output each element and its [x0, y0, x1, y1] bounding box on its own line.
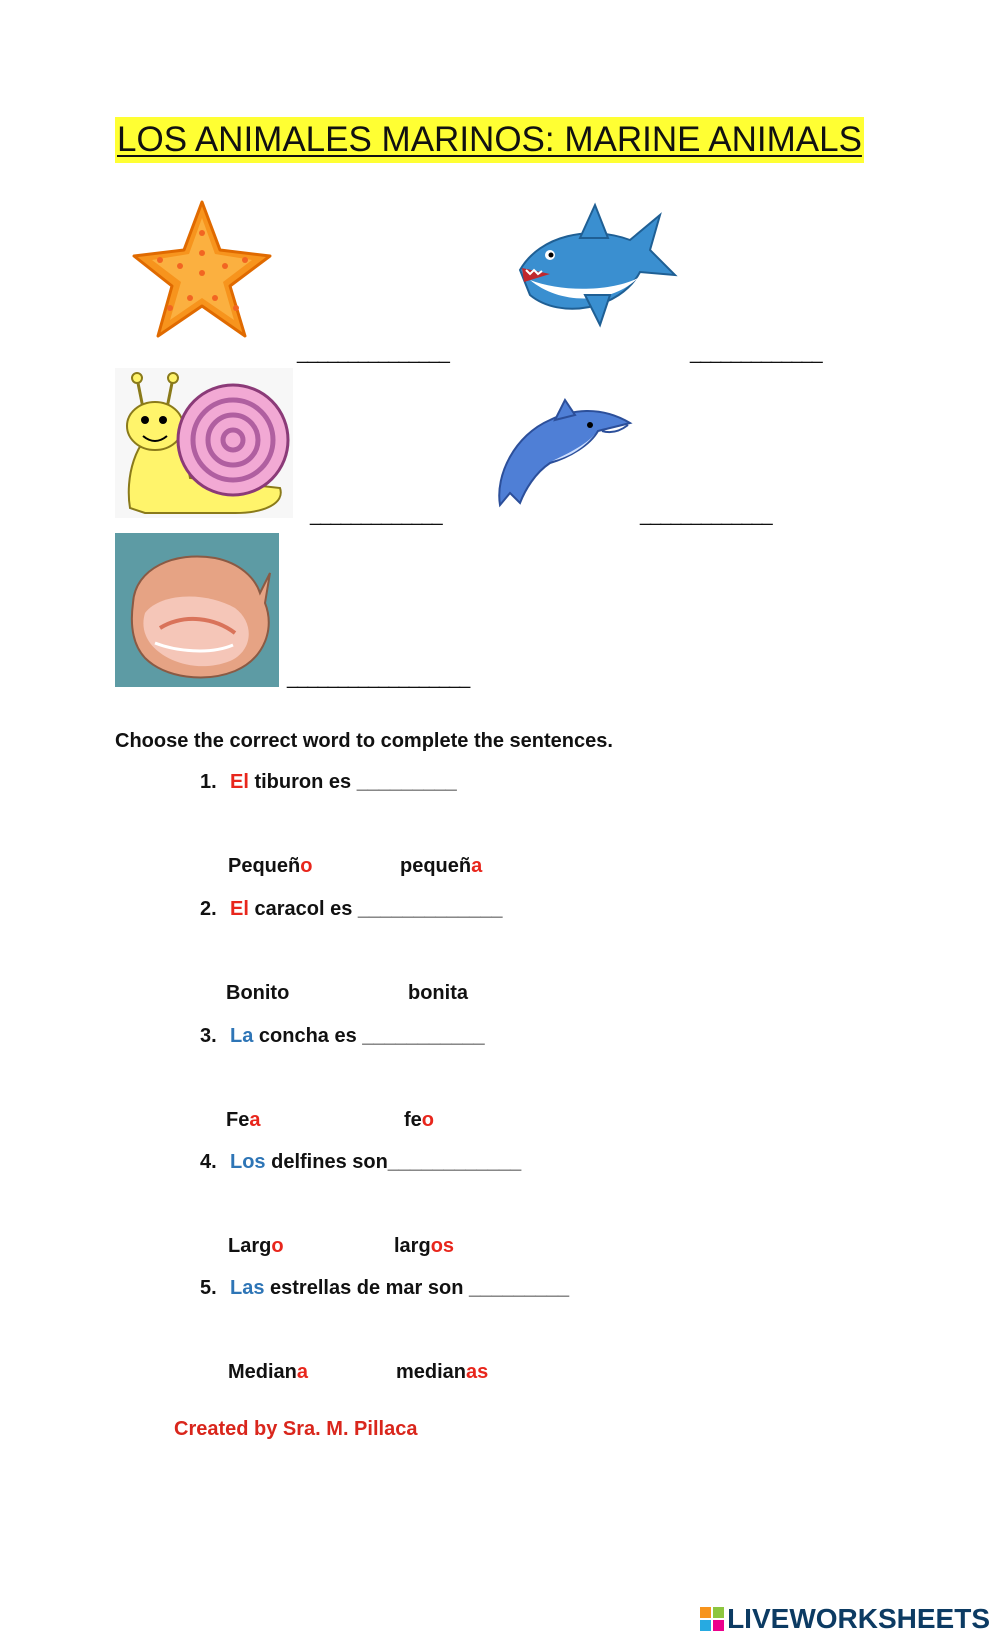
author-credit: Created by Sra. M. Pillaca: [174, 1418, 418, 1440]
article: La: [230, 1025, 254, 1047]
option-1b[interactable]: pequeña: [400, 855, 483, 877]
article: El: [230, 771, 249, 793]
conch-shell-icon: [115, 533, 279, 687]
question-3: [200, 1025, 485, 1048]
option-5a[interactable]: Mediana: [228, 1361, 309, 1383]
liveworksheets-logo-icon: [700, 1607, 724, 1631]
conch-answer-blank[interactable]: __________________: [287, 667, 470, 689]
question-number: 5.: [200, 1277, 217, 1299]
option-4b[interactable]: largos: [394, 1235, 455, 1257]
dolphin-answer-blank[interactable]: _____________: [640, 504, 772, 526]
article: Las: [230, 1277, 265, 1299]
question-text[interactable]: tiburon es _________: [248, 771, 457, 793]
question-5: [200, 1277, 569, 1300]
question-1: [200, 771, 457, 794]
shark-answer-blank[interactable]: _____________: [690, 342, 822, 364]
instructions: Choose the correct word to complete the sentences.: [115, 730, 613, 752]
question-number: 4.: [200, 1151, 217, 1173]
dolphin-icon: [490, 395, 635, 510]
worksheet-title: LOS ANIMALES MARINOS: MARINE ANIMALS: [115, 117, 864, 163]
option-3a[interactable]: Fea: [226, 1109, 261, 1131]
starfish-answer-blank[interactable]: _______________: [297, 342, 449, 364]
question-number: 2.: [200, 898, 217, 920]
question-number: 3.: [200, 1025, 217, 1047]
question-4: [200, 1151, 521, 1174]
question-number: 1.: [200, 771, 217, 793]
brand-text: LIVEWORKSHEETS: [727, 1603, 990, 1634]
question-text[interactable]: caracol es _____________: [248, 898, 503, 920]
article: Los: [230, 1151, 266, 1173]
option-2b[interactable]: bonita: [408, 982, 468, 1004]
option-1a[interactable]: Pequeño: [228, 855, 313, 877]
liveworksheets-brand[interactable]: [700, 1603, 990, 1635]
starfish-icon: [130, 198, 275, 343]
option-2a[interactable]: Bonito: [226, 982, 290, 1004]
question-text[interactable]: delfines son____________: [265, 1151, 522, 1173]
option-3b[interactable]: feo: [404, 1109, 435, 1131]
question-text[interactable]: concha es ___________: [253, 1025, 485, 1047]
question-text[interactable]: estrellas de mar son _________: [264, 1277, 570, 1299]
question-2: [200, 898, 502, 921]
option-4a[interactable]: Largo: [228, 1235, 284, 1257]
option-5b[interactable]: medianas: [396, 1361, 489, 1383]
snail-answer-blank[interactable]: _____________: [310, 504, 442, 526]
snail-icon: [115, 368, 293, 518]
article: El: [230, 898, 249, 920]
shark-icon: [510, 200, 680, 330]
